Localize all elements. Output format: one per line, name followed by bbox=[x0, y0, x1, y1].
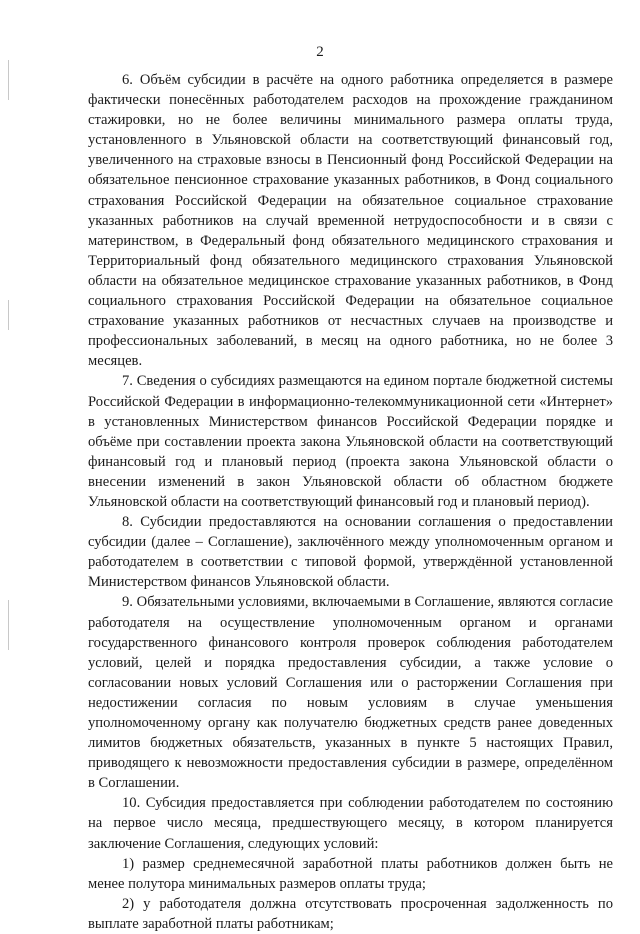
paragraph-7: 7. Сведения о субсидиях размещаются на едином портале бюджетной системы Российской Федерации в информационно-телекоммуникационной сети «Интернет» в установленных Министерством финансов Российской Федерации порядке и объёме при составлении проекта закона Ульяновской области на соответствующий финансовый год и плановый период (проекта закона Ульяновской области о внесении изменений в закон Ульяновской области об областном бюджете Ульяновской области на соответствующий финансовый год и плановый период). bbox=[88, 373, 613, 510]
document-body bbox=[88, 70, 613, 934]
paragraph-8: 8. Субсидии предоставляются на основании соглашения о предоставлении субсидии (далее – Соглашение), заключённого между уполномоченным органом и работодателем в соответствии с типовой формой, утверждённой установленной Министерством финансов Ульяновской области. bbox=[88, 514, 613, 591]
scan-margin-mark bbox=[8, 60, 9, 100]
paragraph-10: 10. Субсидия предоставляется при соблюдении работодателем по состоянию на первое число месяца, предшествующего месяцу, в котором планируется заключение Соглашения, следующих условий: bbox=[88, 795, 613, 852]
page-number: 2 bbox=[316, 44, 324, 60]
paragraph-10-item-1: 1) размер среднемесячной заработной платы работников должен быть не менее полутора минимальных размеров оплаты труда; bbox=[88, 855, 613, 892]
paragraph-6: 6. Объём субсидии в расчёте на одного работника определяется в размере фактически понесённых работодателем расходов на прохождение гражданином стажировки, но не более величины минимального размера оплаты труда, установленного в Ульяновской области на соответствующий финансовый год, увеличенного на страховые взносы в Пенсионный фонд Российской Федерации на обязательное пенсионное страхование указанных работников, в Фонд социального страхования Российской Федерации на обязательное социальное страхование указанных работников на случай временной нетрудоспособности и в связи с материнством, в Федеральный фонд обязательного медицинского страхования и Территориальный фонд обязательного медицинского страхования Ульяновской области на обязательное медицинское страхование указанных работников, в Фонд социального страхования Российской Федерации на обязательное социальное страхование указанных работников от несчастных случаев на производстве и профессиональных заболеваний, в месяц на одного работника, но не более 3 месяцев. bbox=[88, 72, 613, 370]
scan-margin-mark bbox=[8, 300, 9, 330]
paragraph-9: 9. Обязательными условиями, включаемыми в Соглашение, являются согласие работодателя на осуществление уполномоченным органом и органами государственного финансового контроля проверок соблюдения работодателем условий, целей и порядка предоставления субсидии, а также условие о согласовании новых условий Соглашения или о расторжении Соглашения при недостижении согласия по новым условиям в случае уменьшения уполномоченному органу как получателю бюджетных средств ранее доведенных лимитов бюджетных обязательств, указанных в пункте 5 настоящих Правил, приводящего к невозможности предоставления субсидии в размере, определённом в Соглашении. bbox=[88, 594, 613, 792]
paragraph-10-item-2: 2) у работодателя должна отсутствовать просроченная задолженность по выплате заработной платы работникам; bbox=[88, 895, 613, 932]
scan-margin-mark bbox=[8, 600, 9, 650]
